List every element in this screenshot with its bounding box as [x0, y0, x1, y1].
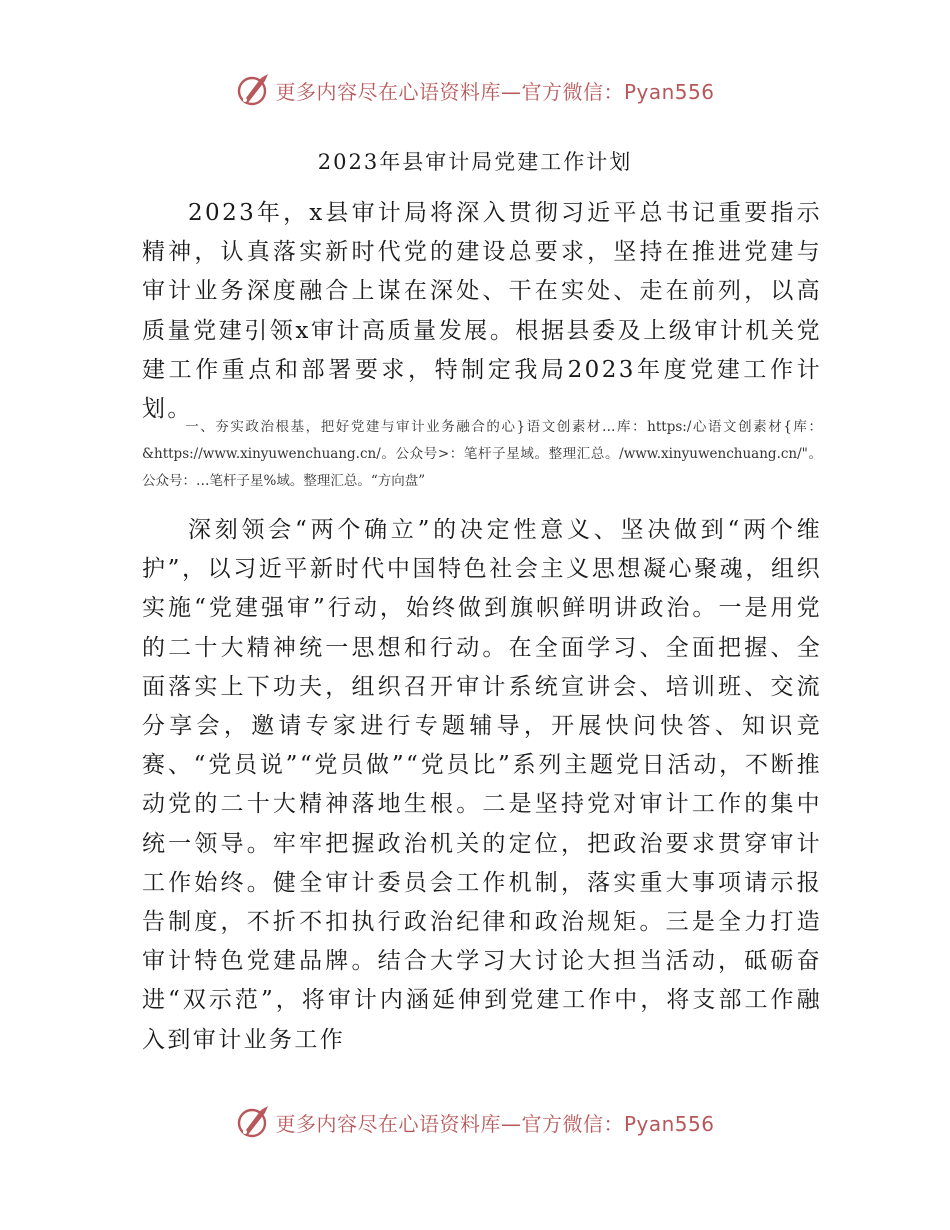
banner-text: 更多内容尽在心语资料库—官方微信：Pyan556 [275, 79, 715, 104]
section-heading-note [142, 414, 822, 495]
footer-banner [0, 1100, 950, 1144]
quill-logo-icon [235, 72, 271, 108]
body-paragraph-text: 深刻领会“两个确立”的决定性意义、坚决做到“两个维护”，以习近平新时代中国特色社会主义思想凝心聚魂，组织实施“党建强审”行动，始终做到旗帜鲜明讲政治。一是用党的二十大精神统一思想和行动。在全面学习、全面把握、全面落实上下功夫，组织召开审计系统宣讲会、培训班、交流分享会，邀请专家进行专题辅导，开展快问快答、知识竞赛、“党员说”“党员做”“党员比”系列主题党日活动，不断推动党的二十大精神落地生根。二是坚持党对审计工作的集中统一领导。牢牢把握政治机关的定位，把政治要求贯穿审计工作始终。健全审计委员会工作机制，落实重大事项请示报告制度，不折不扣执行政治纪律和政治规矩。三是全力打造审计特色党建品牌。结合大学习大讨论大担当活动，砥砺奋进“双示范”，将审计内涵延伸到党建工作中，将支部工作融入到审计业务工作 [142, 517, 822, 1053]
intro-paragraph [142, 194, 822, 429]
document-title: 2023年县审计局党建工作计划 [317, 150, 633, 174]
section-note-text: 一、夯实政治根基，把好党建与审计业务融合的心}语文创素材…库：https:/心语文创素材{库：&https://www.xinyuwenchuang.cn/。公众号>：笔杆子星域。整理汇总。/www.xinyuwenchuang.cn/"。公众号：…笔杆子星%域。整理汇总。“方向盘” [142, 419, 822, 489]
header-banner [0, 68, 950, 112]
quill-logo-icon [235, 1104, 271, 1140]
banner-text: 更多内容尽在心语资料库—官方微信：Pyan556 [275, 1111, 715, 1136]
body-paragraph [142, 511, 822, 1060]
intro-text: 2023年，x县审计局将深入贯彻习近平总书记重要指示精神，认真落实新时代党的建设总要求，坚持在推进党建与审计业务深度融合上谋在深处、干在实处、走在前列，以高质量党建引领x审计高质量发展。根据县委及上级审计机关党建工作重点和部署要求，特制定我局2023年度党建工作计划。 [142, 200, 822, 423]
